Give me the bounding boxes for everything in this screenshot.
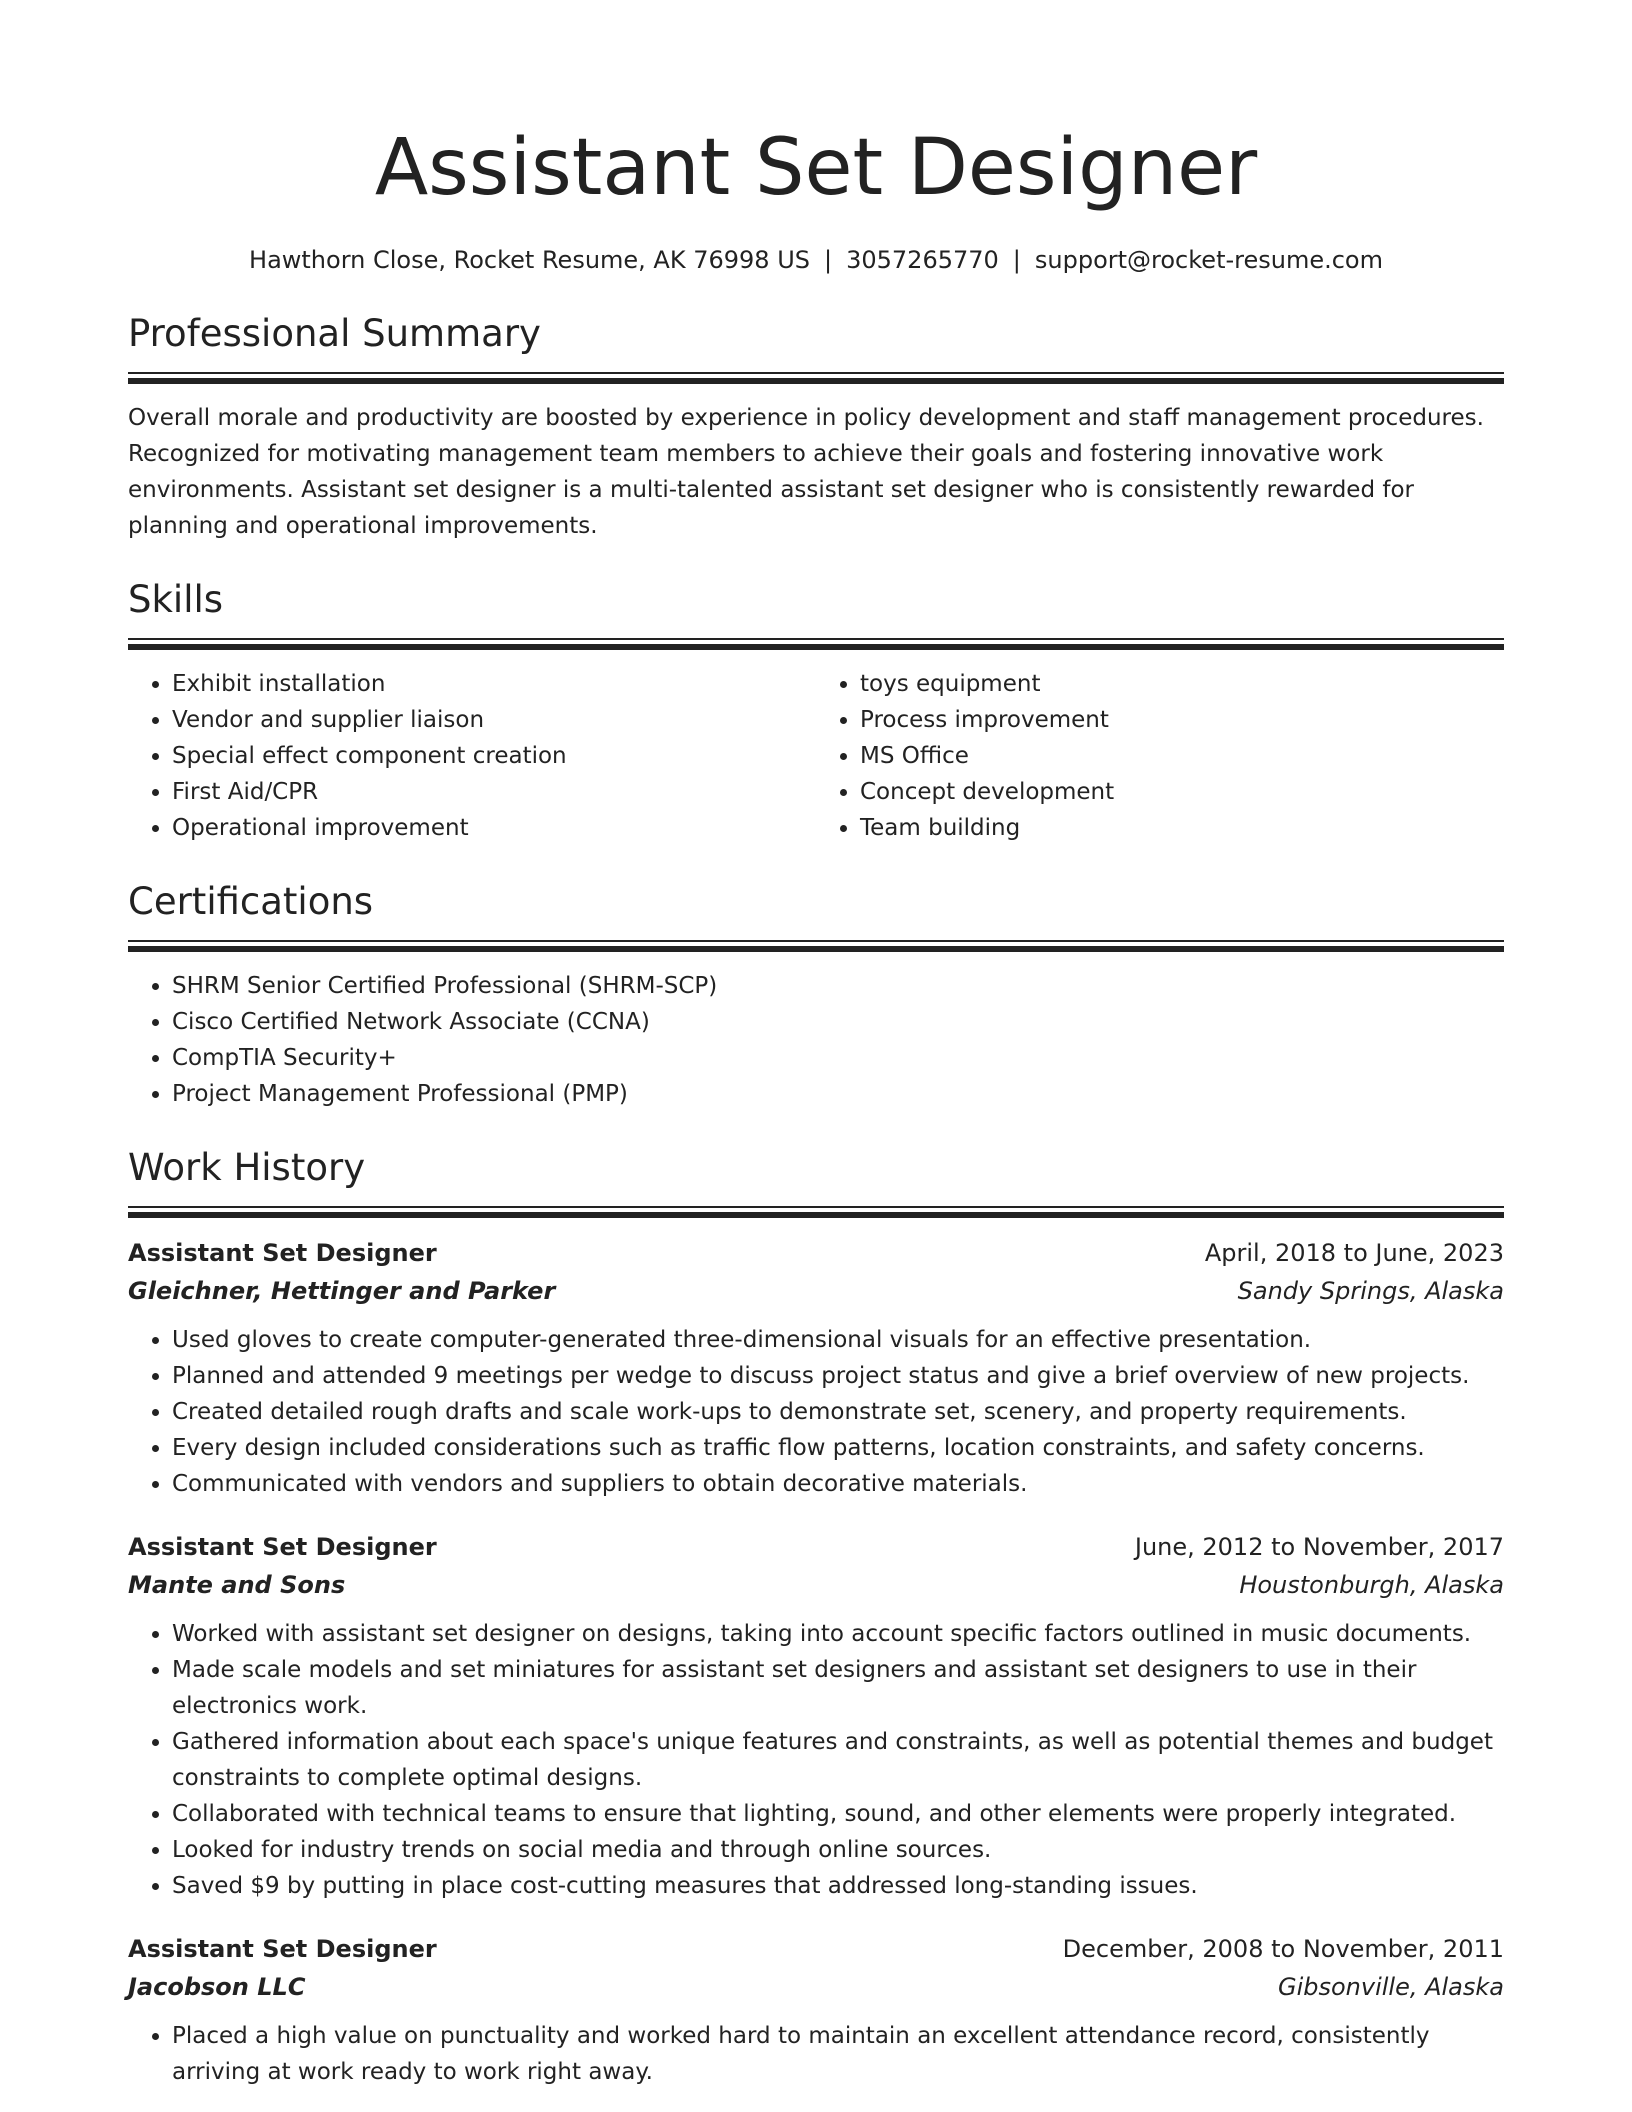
skill-item: • Team building: [860, 810, 1504, 846]
skill-item: • MS Office: [860, 738, 1504, 774]
job-bullet: • Gathered information about each space's unique features and constraints, as well as potential themes and budget constraints to complete optimal designs.: [172, 1724, 1504, 1796]
skills-section: [128, 576, 1504, 846]
job-subheader: [128, 1272, 1504, 1310]
job-bullet: • Looked for industry trends on social media and through online sources.: [172, 1832, 1504, 1868]
contact-line: [128, 244, 1504, 276]
job-header: [128, 1528, 1504, 1566]
skills-list-left: [128, 666, 816, 846]
section-title: Professional Summary: [128, 312, 541, 355]
certifications-list: [128, 968, 1504, 1112]
skill-item: • Special effect component creation: [172, 738, 816, 774]
job-location: Houstonburgh, Alaska: [1239, 1571, 1504, 1599]
certifications-section: [128, 878, 1504, 1112]
job-dates: April, 2018 to June, 2023: [1204, 1239, 1504, 1267]
skill-item: • Concept development: [860, 774, 1504, 810]
job-header: [128, 1234, 1504, 1272]
job-subheader: [128, 1566, 1504, 1604]
section-divider: [128, 372, 1504, 384]
summary-text: Overall morale and productivity are boosted by experience in policy development and staff management procedures. Recognized for motivating management team members to achieve their goals and fostering innovative work environments. Assistant set designer is a multi-talented assistant set designer who is consistently rewarded for planning and operational improvements.: [128, 405, 1484, 539]
certification-item: • Cisco Certified Network Associate (CCNA): [172, 1004, 1504, 1040]
candidate-name: Assistant Set Designer: [374, 123, 1258, 213]
section-title: Work History: [128, 1146, 366, 1189]
job-subheader: [128, 1968, 1504, 2006]
job-bullets: [128, 1616, 1504, 1904]
skills-grid: [128, 666, 1504, 846]
skill-item: • First Aid/CPR: [172, 774, 816, 810]
email: support@rocket-resume.com: [1034, 246, 1383, 274]
job-bullet: • Saved $9 by putting in place cost-cutting measures that addressed long-standing issues.: [172, 1868, 1504, 1904]
skill-item: • Operational improvement: [172, 810, 816, 846]
job-bullet: • Every design included considerations such as traffic flow patterns, location constraints, and safety concerns.: [172, 1430, 1504, 1466]
job-bullet: • Created detailed rough drafts and scale work-ups to demonstrate set, scenery, and property requirements.: [172, 1394, 1504, 1430]
job-bullet: • Planned and attended 9 meetings per wedge to discuss project status and give a brief overview of new projects.: [172, 1358, 1504, 1394]
skills-list-right: [816, 666, 1504, 846]
job-location: Gibsonville, Alaska: [1277, 1973, 1504, 2001]
address: Hawthorn Close, Rocket Resume, AK 76998 US: [249, 246, 810, 274]
job-bullets: [128, 2018, 1504, 2090]
section-title: Certifications: [128, 880, 374, 923]
certification-item: • Project Management Professional (PMP): [172, 1076, 1504, 1112]
summary-section: [128, 310, 1504, 544]
job-bullet: • Used gloves to create computer-generated three-dimensional visuals for an effective presentation.: [172, 1322, 1504, 1358]
certification-item: • SHRM Senior Certified Professional (SHRM-SCP): [172, 968, 1504, 1004]
contact-separator: |: [1012, 246, 1021, 274]
job-dates: December, 2008 to November, 2011: [1062, 1935, 1504, 1963]
skill-item: • Vendor and supplier liaison: [172, 702, 816, 738]
job-bullet: • Worked with assistant set designer on designs, taking into account specific factors outlined in music documents.: [172, 1616, 1504, 1652]
job-bullet: • Collaborated with technical teams to ensure that lighting, sound, and other elements were properly integrated.: [172, 1796, 1504, 1832]
job-company: Gleichner, Hettinger and Parker: [128, 1277, 556, 1305]
job-title: Assistant Set Designer: [128, 1533, 437, 1561]
job-title: Assistant Set Designer: [128, 1935, 437, 1963]
job-title: Assistant Set Designer: [128, 1239, 437, 1267]
job-bullet: • Made scale models and set miniatures for assistant set designers and assistant set designers to use in their electronics work.: [172, 1652, 1504, 1724]
job-location: Sandy Springs, Alaska: [1237, 1277, 1504, 1305]
job-bullet: • Communicated with vendors and suppliers to obtain decorative materials.: [172, 1466, 1504, 1502]
section-divider: [128, 638, 1504, 650]
job-header: [128, 1930, 1504, 1968]
job-company: Jacobson LLC: [128, 1973, 306, 2001]
job-entry: [128, 1234, 1504, 1502]
job-bullet: • Placed a high value on punctuality and worked hard to maintain an excellent attendance record, consistently arriving at work ready to work right away.: [172, 2018, 1504, 2090]
job-entry: [128, 1528, 1504, 1904]
job-company: Mante and Sons: [128, 1571, 346, 1599]
skill-item: • Process improvement: [860, 702, 1504, 738]
phone: 3057265770: [846, 246, 999, 274]
job-dates: June, 2012 to November, 2017: [1134, 1533, 1504, 1561]
certification-item: • CompTIA Security+: [172, 1040, 1504, 1076]
job-entry: [128, 1930, 1504, 2090]
section-title: Skills: [128, 578, 224, 621]
section-divider: [128, 1206, 1504, 1218]
work-history-section: [128, 1144, 1504, 2090]
section-divider: [128, 940, 1504, 952]
skill-item: • Exhibit installation: [172, 666, 816, 702]
job-bullets: [128, 1322, 1504, 1502]
skill-item: • toys equipment: [860, 666, 1504, 702]
contact-separator: |: [824, 246, 833, 274]
